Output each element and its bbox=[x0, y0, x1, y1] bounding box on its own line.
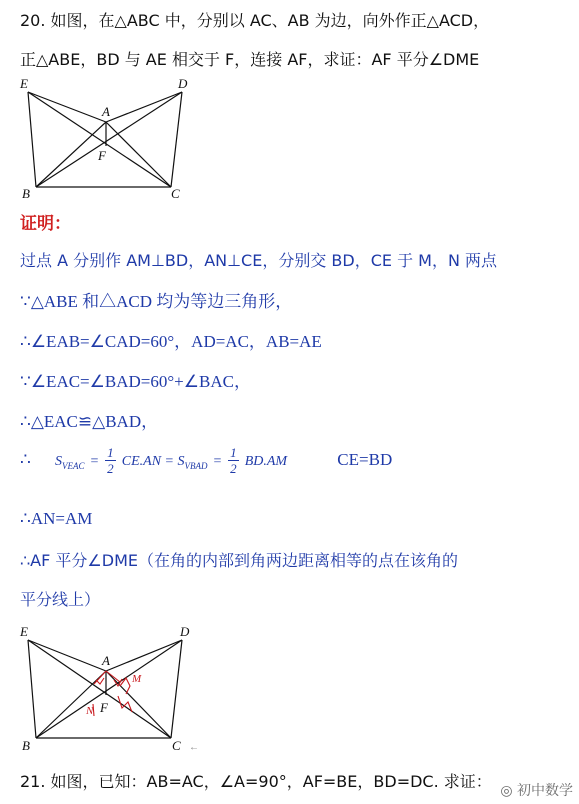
figure-2 bbox=[14, 622, 214, 756]
label2-D: D bbox=[180, 624, 190, 639]
label-F: F bbox=[98, 148, 106, 163]
fraction-num-1: 1 bbox=[107, 445, 114, 460]
problem21-line: 21. 如图，已知：AB=AC，∠A=90°，AF=BE，BD=DC. 求证： bbox=[20, 772, 492, 791]
label2-A: A bbox=[102, 653, 110, 668]
watermark-text: 初中数学 bbox=[517, 783, 573, 799]
cursor-arrow-icon: ← bbox=[189, 742, 199, 753]
fraction-den-1: 2 bbox=[107, 461, 114, 476]
label2-E: E bbox=[20, 624, 28, 639]
proof-line-7: ∴AN=AM bbox=[20, 509, 93, 528]
label2-C: C bbox=[172, 738, 181, 753]
label-E: E bbox=[20, 76, 28, 91]
fraction-num-2: 1 bbox=[230, 445, 237, 460]
proof-line-3: ∴∠EAB=∠CAD=60°，AD=AC，AB=AE bbox=[20, 332, 322, 351]
label-N: N bbox=[86, 705, 94, 717]
area-symbol-2: S bbox=[177, 454, 185, 469]
proof-line-2: ∵△ABE 和△ACD 均为等边三角形， bbox=[20, 292, 293, 311]
area-subscript-1: VEAC bbox=[62, 461, 85, 471]
area-symbol-1: S bbox=[55, 454, 63, 469]
wechat-icon: ◎ bbox=[500, 783, 513, 799]
label-M: M bbox=[132, 673, 142, 685]
area-subscript-2: VBAD bbox=[184, 461, 208, 471]
watermark bbox=[500, 780, 573, 800]
fraction-half-2 bbox=[228, 446, 239, 475]
proof-line-1: 过点 A 分别作 AM⊥BD，AN⊥CE，分别交 BD，CE 于 M，N 两点 bbox=[20, 251, 498, 270]
proof-line-9: 平分线上） bbox=[20, 590, 101, 609]
fraction-den-2: 2 bbox=[230, 461, 237, 476]
label2-B: B bbox=[22, 738, 30, 753]
label-D: D bbox=[178, 76, 188, 91]
proof-line-6-area-equation bbox=[20, 446, 392, 475]
ce-equals-bd: CE=BD bbox=[337, 450, 393, 469]
proof-line-8: ∴AF 平分∠DME（在角的内部到角两边距离相等的点在该角的 bbox=[20, 551, 458, 570]
equals-2: = bbox=[212, 454, 223, 469]
figure-1 bbox=[14, 76, 204, 206]
label-A: A bbox=[102, 104, 110, 119]
proof-line-4: ∵∠EAC=∠BAD=60°+∠BAC， bbox=[20, 372, 251, 391]
label-B: B bbox=[22, 186, 30, 201]
proof-line-5: ∴△EAC≌△BAD， bbox=[20, 412, 159, 431]
problem20-line2: 正△ABE，BD 与 AE 相交于 F，连接 AF，求证：AF 平分∠DME bbox=[20, 50, 480, 69]
term-2: BD.AM bbox=[244, 454, 288, 469]
equals-1: = bbox=[89, 454, 100, 469]
label2-F: F bbox=[100, 700, 108, 715]
proof-header: 证明： bbox=[20, 214, 71, 234]
therefore-symbol: ∴ bbox=[20, 450, 31, 469]
fraction-half-1 bbox=[105, 446, 116, 475]
problem20-line1: 20. 如图，在△ABC 中，分别以 AC、AB 为边，向外作正△ACD， bbox=[20, 11, 490, 30]
term-1: CE.AN = bbox=[121, 454, 178, 469]
label-C: C bbox=[171, 186, 180, 201]
